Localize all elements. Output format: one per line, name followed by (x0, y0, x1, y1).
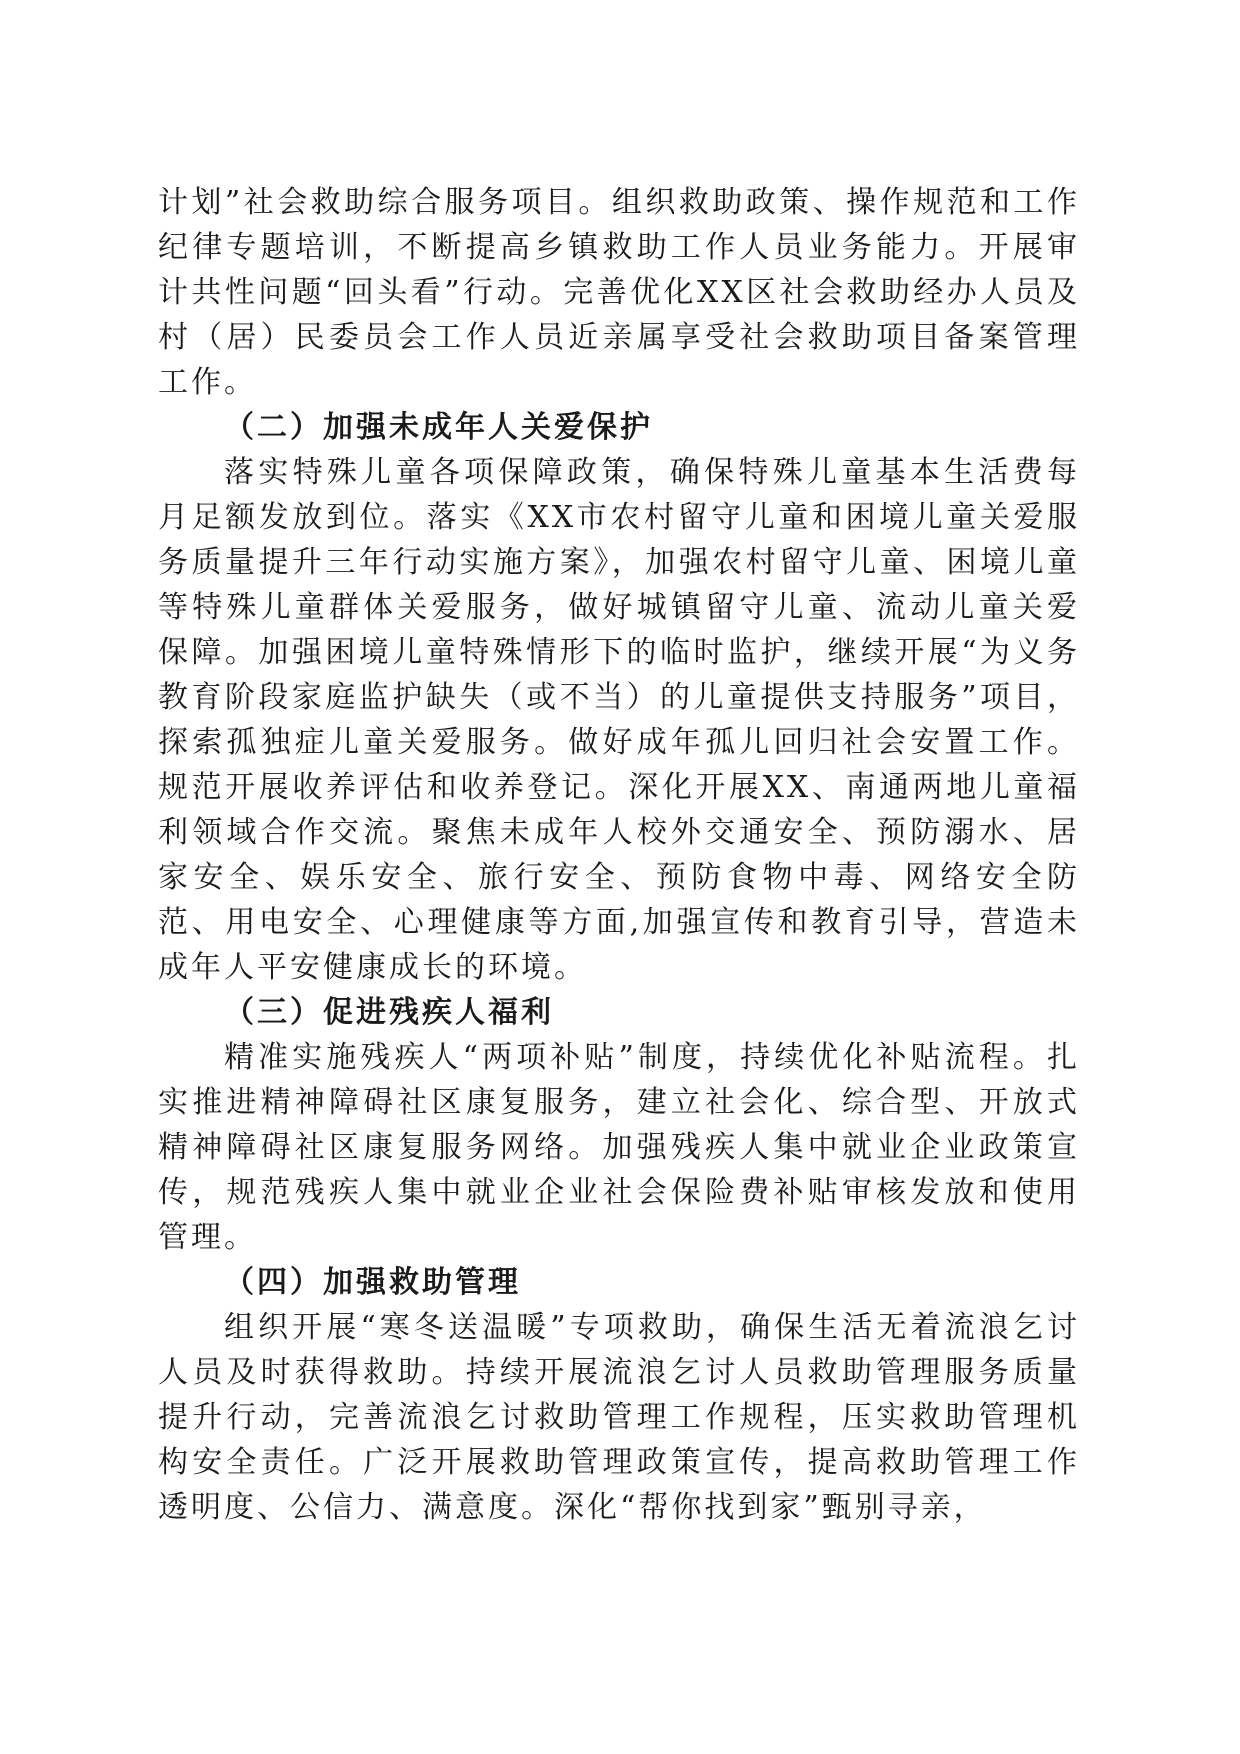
paragraph-minor-protection: 落实特殊儿童各项保障政策，确保特殊儿童基本生活费每月足额发放到位。落实《XX市农村留守儿童和困境儿童关爱服务质量提升三年行动实施方案》，加强农村留守儿童、困境儿童等特殊儿童群体关爱服务，做好城镇留守儿童、流动儿童关爱保障。加强困境儿童特殊情形下的临时监护，继续开展“为义务教育阶段家庭监护缺失（或不当）的儿童提供支持服务”项目，探索孤独症儿童关爱服务。做好成年孤儿回归社会安置工作。规范开展收养评估和收养登记。深化开展XX、南通两地儿童福利领域合作交流。聚焦未成年人校外交通安全、预防溺水、居家安全、娱乐安全、旅行安全、预防食物中毒、网络安全防范、用电安全、心理健康等方面,加强宣传和教育引导，营造未成年人平安健康成长的环境。 (158, 455, 1080, 985)
section-heading-2: （二）加强未成年人关爱保护 (224, 410, 653, 445)
paragraph-intro: 计划”社会救助综合服务项目。组织救助政策、操作规范和工作纪律专题培训，不断提高乡镇救助工作人员业务能力。开展审计共性问题“回头看”行动。完善优化XX区社会救助经办人员及村（居）民委员会工作人员近亲属享受社会救助项目备案管理工作。 (158, 185, 1080, 400)
paragraph-rescue-management: 组织开展“寒冬送温暖”专项救助，确保生活无着流浪乞讨人员及时获得救助。持续开展流浪乞讨人员救助管理服务质量提升行动，完善流浪乞讨救助管理工作规程，压实救助管理机构安全责任。广泛开展救助管理政策宣传，提高救助管理工作透明度、公信力、满意度。深化“帮你找到家”甄别寻亲， (158, 1310, 1080, 1525)
section-heading-4: （四）加强救助管理 (224, 1265, 521, 1300)
section-heading-3: （三）促进残疾人福利 (224, 995, 554, 1030)
document-body (158, 180, 1080, 1530)
paragraph-disability-welfare: 精准实施残疾人“两项补贴”制度，持续优化补贴流程。扎实推进精神障碍社区康复服务，建立社会化、综合型、开放式精神障碍社区康复服务网络。加强残疾人集中就业企业政策宣传，规范残疾人集中就业企业社会保险费补贴审核发放和使用管理。 (158, 1040, 1080, 1255)
